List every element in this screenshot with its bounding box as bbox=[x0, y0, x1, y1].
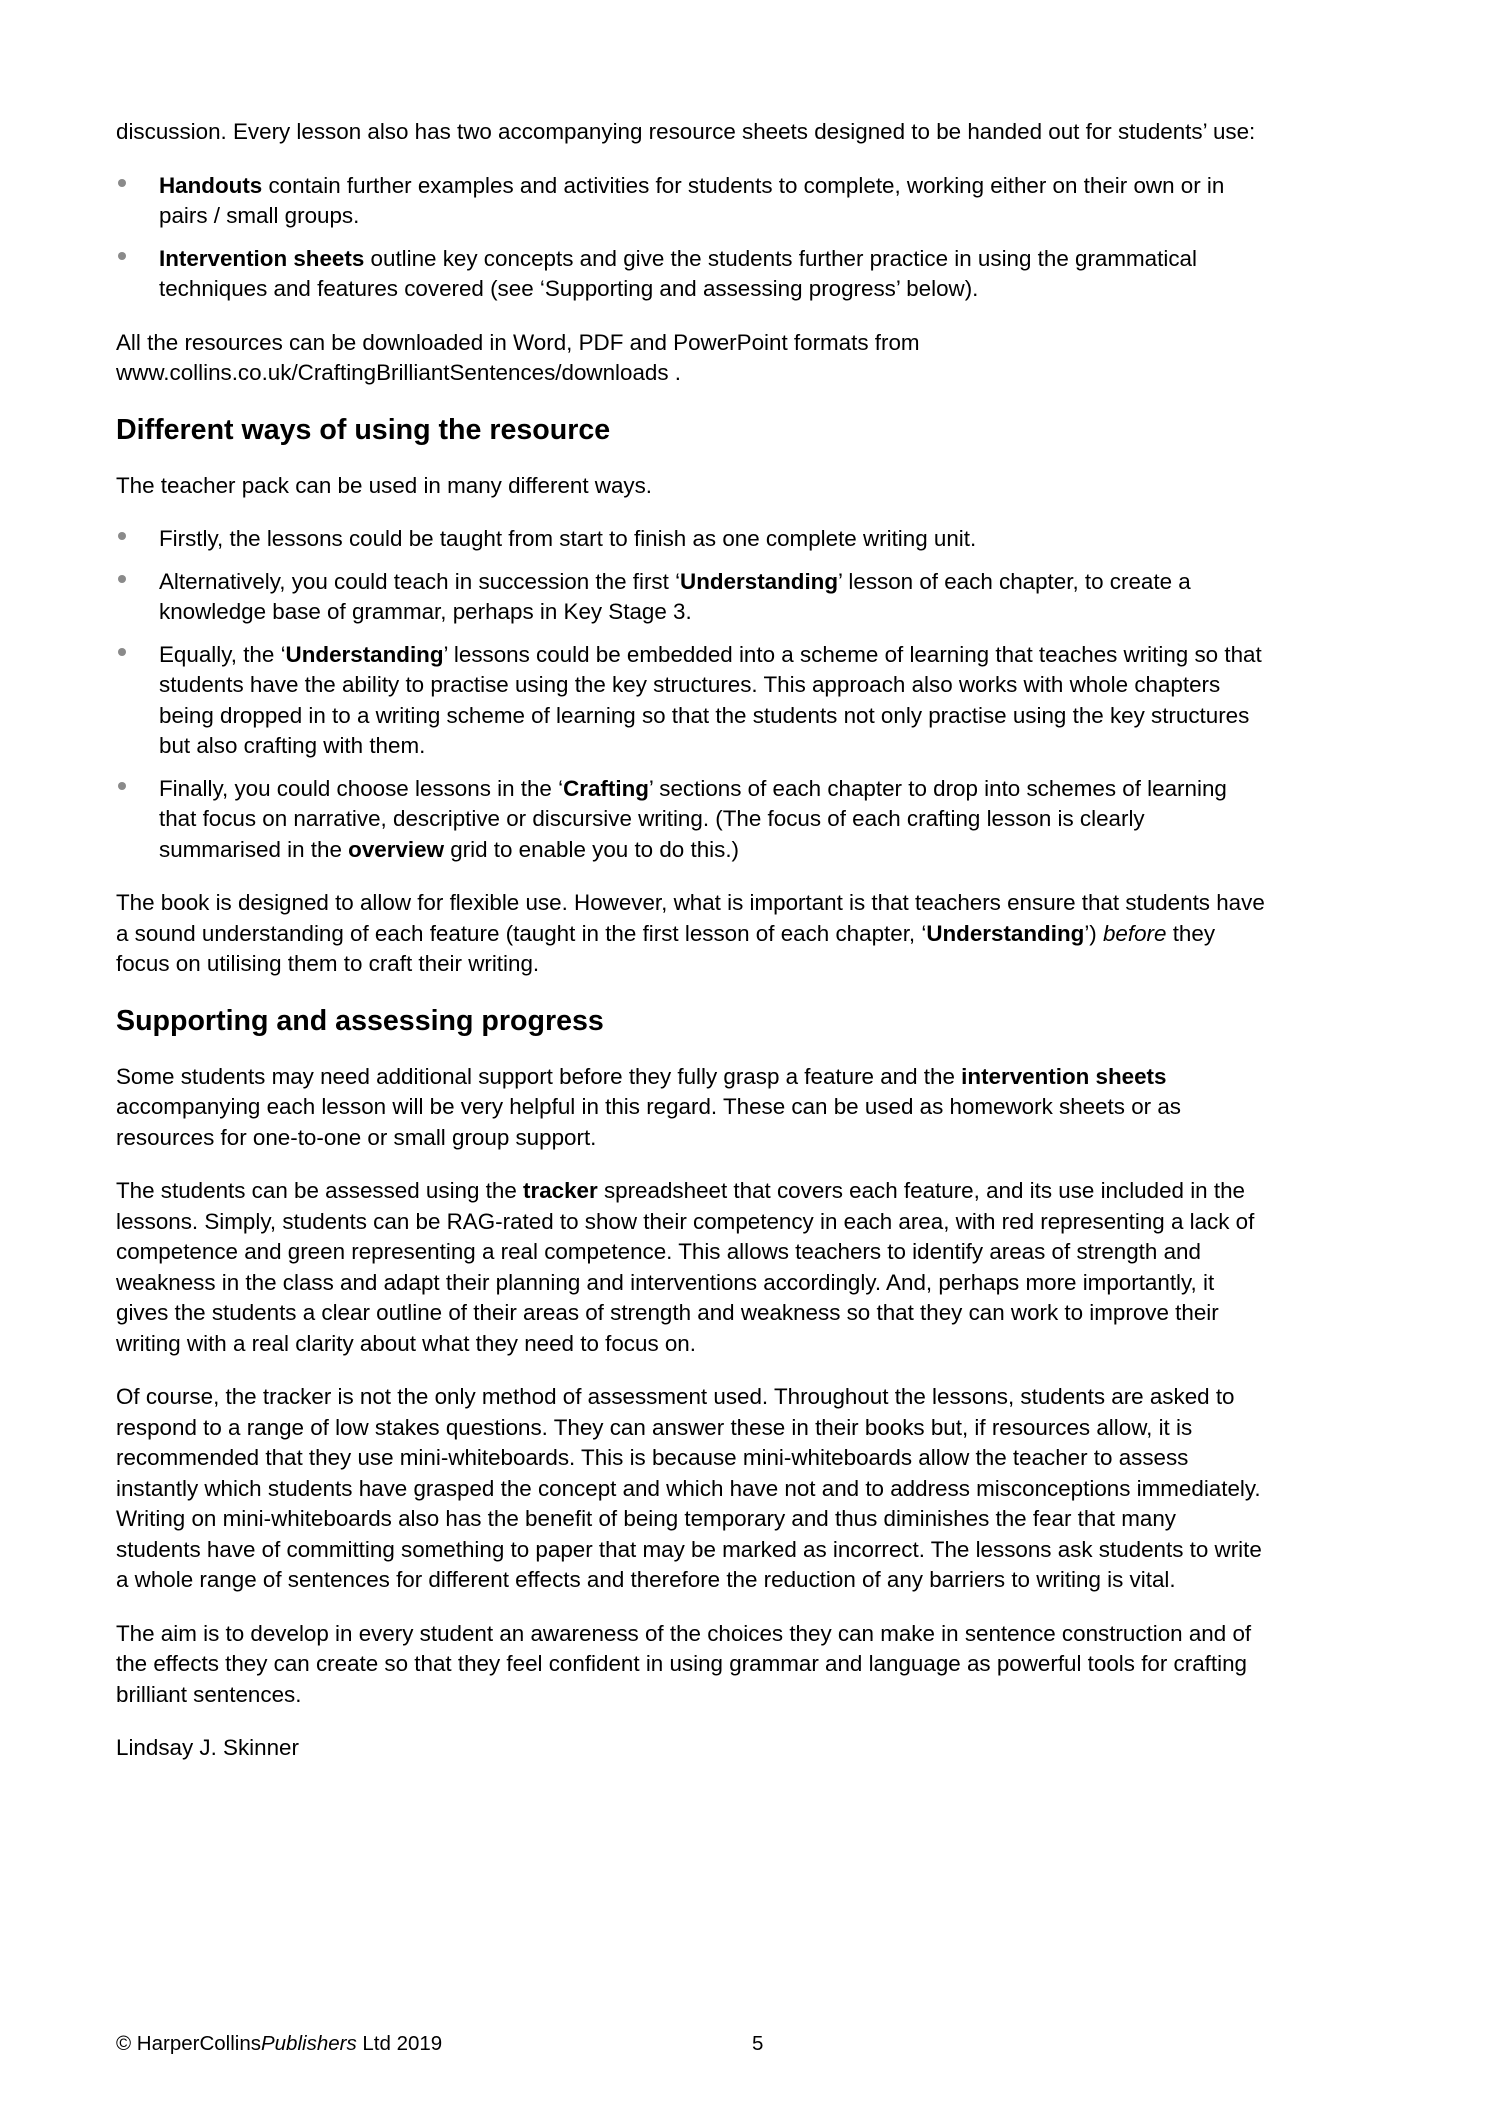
bullet-icon bbox=[118, 782, 126, 790]
bullet-icon bbox=[118, 179, 126, 187]
bullet-icon bbox=[118, 648, 126, 656]
bold-term: intervention sheets bbox=[961, 1063, 1167, 1089]
bold-term: Handouts bbox=[159, 172, 263, 198]
section-heading-ways: Different ways of using the resource bbox=[116, 413, 611, 446]
paragraph-text: Some students may need additional support before they fully grasp a feature and the bbox=[116, 1063, 962, 1089]
assessment-paragraph: Of course, the tracker is not the only method of assessment used. Throughout the lessons, students are asked to respond to a range of low stakes questions. They can answer these in their books but, if resources allow, it is recommended that they use mini-whiteboards. This is because mini-whiteboards allow the teacher to assess instantly which students have grasped the concept and which have not and to address misconceptions immediately. Writing on mini-whiteboards also has the benefit of being temporary and thus diminishes the fear that many students have of committing something to paper that may be marked as incorrect. The lessons ask students to write a whole range of sentences for different effects and therefore the reduction of any barriers to writing is vital. bbox=[116, 1384, 1262, 1592]
list-item-text: ’ sections of each chapter to drop into schemes of learning that focus on narrative, descriptive or discursive writing. (The focus of each crafting lesson is clearly summarised in the bbox=[159, 775, 1227, 862]
bold-term: Understanding bbox=[285, 641, 444, 667]
bold-term: Understanding bbox=[680, 568, 839, 594]
bullet-icon bbox=[118, 532, 126, 540]
list-item-text: Firstly, the lessons could be taught from start to finish as one complete writing unit. bbox=[159, 526, 977, 551]
paragraph-text: they focus on utilising them to craft their writing. bbox=[116, 920, 1216, 976]
list-item-text: outline key concepts and give the students further practice in using the grammatical techniques and features covered (see ‘Supporting and assessing progress’ below). bbox=[159, 245, 1197, 301]
author-signature: Lindsay J. Skinner bbox=[116, 1735, 299, 1760]
bold-term: Crafting bbox=[563, 775, 649, 801]
list-item-text: Alternatively, you could teach in succession the first ‘ bbox=[159, 568, 681, 594]
section-heading-progress: Supporting and assessing progress bbox=[116, 1004, 604, 1037]
copyright-text: Ltd 2019 bbox=[356, 2032, 443, 2055]
list-item-text: contain further examples and activities for students to complete, working either on their own or in pairs / small groups. bbox=[159, 172, 1225, 228]
list-item bbox=[116, 244, 1266, 305]
document-page bbox=[116, 117, 1266, 1787]
list-item bbox=[116, 171, 1266, 232]
paragraph-text: accompanying each lesson will be very helpful in this regard. These can be used as homework sheets or as resources for one-to-one or small group support. bbox=[116, 1094, 1181, 1150]
bold-term: tracker bbox=[523, 1178, 598, 1203]
ways-intro-paragraph: The teacher pack can be used in many different ways. bbox=[116, 472, 653, 498]
copyright-notice bbox=[116, 2029, 442, 2059]
aim-paragraph: The aim is to develop in every student an awareness of the choices they can make in sentence construction and of the effects they can create so that they feel confident in using grammar and language as powerful tools for crafting brilliant sentences. bbox=[116, 1620, 1252, 1707]
downloads-paragraph: All the resources can be downloaded in Word, PDF and PowerPoint formats from www.collins.co.uk/CraftingBrilliantSentences/downloads . bbox=[116, 329, 920, 385]
list-item bbox=[116, 524, 1266, 555]
list-item-text: ’ lesson of each chapter, to create a knowledge base of grammar, perhaps in Key Stage 3. bbox=[159, 568, 1191, 624]
bold-term: Understanding bbox=[926, 920, 1085, 946]
intro-paragraph: discussion. Every lesson also has two accompanying resource sheets designed to be handed out for students’ use: bbox=[116, 119, 1256, 144]
copyright-italic: Publishers bbox=[260, 2032, 357, 2055]
paragraph-text: ’) bbox=[1084, 920, 1103, 946]
page-number: 5 bbox=[752, 2032, 764, 2055]
paragraph-text: The book is designed to allow for flexible use. However, what is important is that teachers ensure that students have a sound understanding of each feature (taught in the first lesson of each chapter, ‘ bbox=[116, 890, 1265, 946]
bold-term: Intervention sheets bbox=[159, 245, 365, 271]
support-paragraph bbox=[116, 1062, 1266, 1154]
list-item bbox=[116, 640, 1266, 762]
bold-term: overview bbox=[348, 836, 444, 862]
italic-term: before bbox=[1102, 920, 1167, 946]
copyright-text: © HarperCollins bbox=[116, 2032, 261, 2055]
list-item-text: Equally, the ‘ bbox=[159, 641, 286, 667]
flexible-use-paragraph bbox=[116, 888, 1266, 980]
bullet-icon bbox=[118, 575, 126, 583]
tracker-paragraph bbox=[116, 1176, 1266, 1359]
ways-list bbox=[116, 524, 1266, 865]
list-item-text: Finally, you could choose lessons in the ‘ bbox=[159, 775, 564, 801]
list-item bbox=[116, 774, 1266, 866]
list-item-text: ’ lessons could be embedded into a scheme of learning that teaches writing so that students have the ability to practise using the key structures. This approach also works with whole chapters being dropped in to a writing scheme of learning so that the students not only practise using the key structures but also crafting with them. bbox=[159, 641, 1262, 758]
paragraph-text: The students can be assessed using the bbox=[116, 1178, 524, 1203]
bullet-icon bbox=[118, 252, 126, 260]
list-item bbox=[116, 567, 1266, 628]
page-footer bbox=[116, 2029, 1266, 2059]
resource-sheet-list bbox=[116, 171, 1266, 305]
list-item-text: grid to enable you to do this.) bbox=[444, 836, 739, 862]
paragraph-text: spreadsheet that covers each feature, and its use included in the lessons. Simply, students can be RAG-rated to show their competency in each area, with red representing a lack of competence and green representing a real competence. This allows teachers to identify areas of strength and weakness in the class and adapt their planning and interventions accordingly. And, perhaps more importantly, it gives the students a clear outline of their areas of strength and weakness so that they can work to improve their writing with a real clarity about what they need to focus on. bbox=[116, 1178, 1255, 1356]
